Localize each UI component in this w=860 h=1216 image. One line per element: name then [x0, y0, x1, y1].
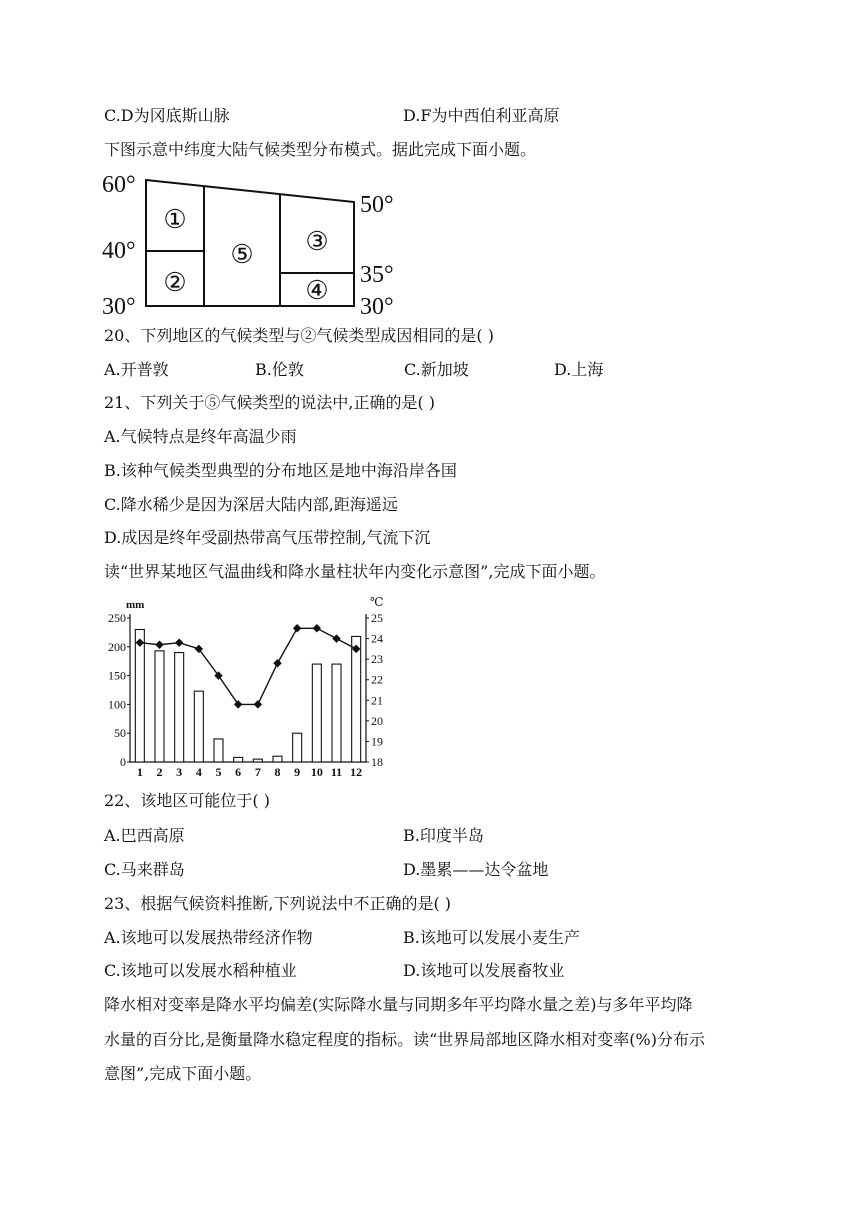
left-tick-label: 100	[108, 697, 126, 712]
month-label: 6	[235, 765, 242, 779]
q22-option-a: A.巴西高原	[104, 826, 185, 845]
precip-bar	[332, 664, 341, 762]
y-axis-unit-mm: mm	[126, 599, 145, 611]
right-tick-label: 22	[371, 672, 383, 687]
lat-30-right-label: 30°	[360, 294, 394, 320]
month-label: 5	[215, 765, 222, 779]
precip-bar	[352, 636, 361, 762]
q22-option-b: B.印度半岛	[403, 826, 484, 845]
month-label: 2	[156, 765, 163, 779]
left-tick-label: 0	[120, 755, 126, 769]
climate-chart	[100, 592, 400, 784]
zone-5-label: ⑤	[230, 240, 254, 269]
left-tick-label: 250	[108, 611, 126, 625]
right-tick-label: 21	[371, 693, 383, 708]
q21-option-b: B.该种气候类型典型的分布地区是地中海沿岸各国	[104, 461, 457, 480]
month-label: 11	[330, 765, 343, 779]
precip-bar	[253, 759, 262, 762]
month-label: 8	[274, 765, 281, 779]
climate-model-diagram	[98, 166, 408, 322]
month-label: 9	[294, 765, 301, 779]
q22-stem: 22、该地区可能位于( )	[104, 791, 270, 810]
q22-option-c: C.马来群岛	[104, 860, 185, 879]
q22-option-d: D.墨累——达令盆地	[403, 860, 549, 879]
q19-option-c: C.D为冈底斯山脉	[104, 106, 230, 125]
q23-stem: 23、根据气候资料推断,下列说法中不正确的是( )	[104, 894, 452, 913]
right-tick-label: 18	[371, 755, 383, 769]
q21-option-c: C.降水稀少是因为深居大陆内部,距海遥远	[104, 495, 398, 514]
zone-3-label: ③	[305, 227, 329, 256]
q20-option-a: A.开普敦	[104, 360, 169, 379]
temperature-point	[293, 624, 301, 632]
temperature-point	[313, 624, 321, 632]
temperature-point	[155, 641, 163, 649]
month-label: 4	[195, 765, 202, 779]
temperature-point	[332, 634, 340, 642]
zone-2-label: ②	[163, 268, 187, 297]
q21-option-d: D.成因是终年受副热带高气压带控制,气流下沉	[104, 528, 431, 547]
precip-bar	[135, 630, 144, 762]
left-tick-label: 150	[108, 668, 126, 683]
month-label: 1	[136, 765, 143, 779]
right-tick-label: 24	[371, 631, 383, 646]
temperature-point	[234, 700, 242, 708]
lat-40-label: 40°	[102, 238, 136, 264]
precip-bar	[155, 651, 164, 762]
intro-precip-variability-l1: 降水相对变率是降水平均偏差(实际降水量与同期多年平均降水量之差)与多年平均降	[104, 995, 693, 1014]
right-tick-label: 20	[371, 713, 383, 728]
month-label: 10	[310, 765, 323, 779]
q21-option-a: A.气候特点是终年高温少雨	[104, 427, 297, 446]
temperature-point	[175, 638, 183, 646]
precip-bar	[194, 691, 203, 762]
intro-climate-chart: 读“世界某地区气温曲线和降水量柱状年内变化示意图”,完成下面小题。	[104, 562, 606, 581]
intro-climate-model: 下图示意中纬度大陆气候类型分布模式。据此完成下面小题。	[104, 140, 537, 159]
q20-option-c: C.新加坡	[404, 360, 469, 379]
precip-bar	[273, 756, 282, 762]
lat-60-label: 60°	[102, 172, 136, 198]
precip-bar	[175, 653, 184, 762]
zone-1-label: ①	[163, 205, 187, 234]
intro-precip-variability-l3: 意图”,完成下面小题。	[104, 1064, 262, 1083]
intro-precip-variability-l2: 水量的百分比,是衡量降水稳定程度的指标。读“世界局部地区降水相对变率(%)分布示	[104, 1030, 705, 1049]
right-tick-label: 25	[371, 611, 383, 625]
precip-bar	[293, 733, 302, 762]
left-tick-label: 50	[114, 726, 126, 741]
q20-option-b: B.伦敦	[255, 360, 304, 379]
y-axis-unit-celsius: ℃	[370, 595, 384, 609]
lat-35-label: 35°	[360, 262, 394, 288]
q21-stem: 21、下列关于⑤气候类型的说法中,正确的是( )	[104, 393, 436, 412]
right-tick-label: 19	[371, 734, 383, 749]
lat-50-label: 50°	[360, 192, 394, 218]
temperature-point	[254, 700, 262, 708]
precip-bar	[214, 739, 223, 762]
right-tick-label: 23	[371, 652, 383, 667]
lat-30-left-label: 30°	[102, 294, 136, 320]
temperature-point	[273, 659, 281, 667]
q19-option-d: D.F为中西伯利亚高原	[403, 106, 560, 125]
left-tick-label: 200	[108, 639, 126, 654]
month-label: 3	[176, 765, 183, 779]
precip-bar	[312, 664, 321, 762]
precip-bar	[234, 757, 243, 762]
q23-option-a: A.该地可以发展热带经济作物	[104, 928, 313, 947]
month-label: 7	[254, 765, 261, 779]
q23-option-d: D.该地可以发展畜牧业	[403, 961, 565, 980]
q20-stem: 20、下列地区的气候类型与②气候类型成因相同的是( )	[104, 326, 494, 345]
zone-4-label: ④	[305, 276, 329, 305]
temperature-line	[140, 628, 356, 704]
q23-option-c: C.该地可以发展水稻种植业	[104, 961, 297, 980]
q20-option-d: D.上海	[554, 360, 604, 379]
q23-option-b: B.该地可以发展小麦生产	[403, 928, 580, 947]
month-label: 12	[350, 765, 363, 779]
